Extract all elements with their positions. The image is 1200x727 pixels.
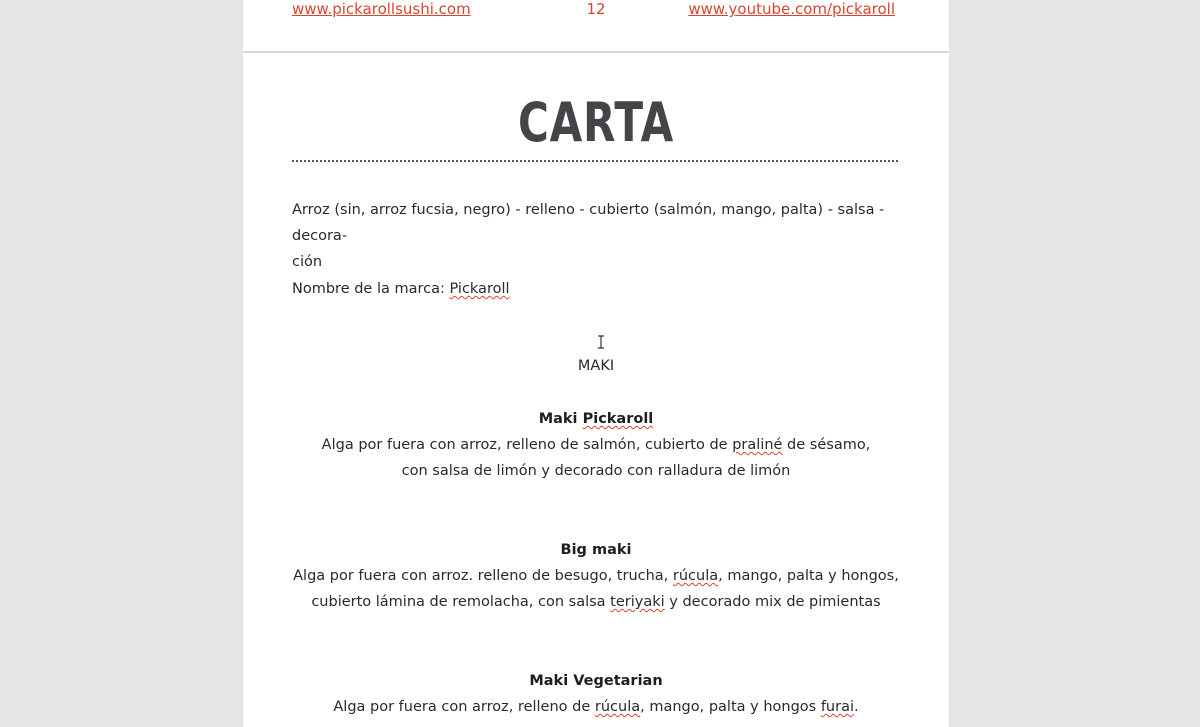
item-name-maki-vegetarian: Maki Vegetarian — [529, 673, 663, 689]
brand-name-misspelled: Pickaroll — [449, 281, 510, 297]
page-number: 12 — [586, 0, 606, 18]
previous-page — [243, 0, 949, 51]
section-heading-maki: MAKI — [577, 358, 615, 374]
text-cursor-icon — [596, 335, 606, 349]
description-text: , mango, palta y hongos — [640, 699, 821, 715]
item-description-line — [243, 589, 949, 615]
description-text: Alga por fuera con arroz. relleno de besugo, trucha, — [293, 568, 673, 584]
item-name-maki-pickaroll — [243, 406, 949, 432]
document-page[interactable] — [243, 53, 949, 727]
structure-text-continued: ción — [292, 254, 323, 270]
item-name-prefix: Maki — [538, 411, 583, 427]
description-text: . — [854, 699, 859, 715]
structure-paragraph[interactable] — [292, 197, 904, 275]
page-title: CARTA — [517, 91, 674, 154]
item-description-line — [243, 694, 949, 720]
structure-text: Arroz (sin, arroz fucsia, negro) - relleno - cubierto (salmón, mango, palta) - salsa - decora- — [292, 202, 885, 244]
dotted-divider — [292, 160, 898, 162]
description-text: Alga por fuera con arroz, relleno de — [333, 699, 595, 715]
brand-label: Nombre de la marca: — [292, 281, 450, 297]
website-link[interactable]: www.pickarollsushi.com — [292, 0, 471, 18]
description-misspelled: rúcula — [672, 568, 719, 584]
description-text: , mango, palta y hongos, — [718, 568, 899, 584]
description-misspelled: furai — [820, 699, 854, 715]
item-description-line — [243, 432, 949, 458]
youtube-link[interactable]: www.youtube.com/pickaroll — [688, 0, 895, 18]
description-misspelled: rúcula — [594, 699, 641, 715]
description-text: cubierto lámina de remolacha, con salsa — [311, 594, 611, 610]
item-description-line: con salsa de limón y decorado con ralladura de limón — [401, 463, 791, 479]
description-text: y decorado mix de pimientas — [664, 594, 881, 610]
item-name-misspelled: Pickaroll — [582, 411, 654, 427]
description-misspelled: praliné — [732, 437, 783, 453]
item-name-big-maki: Big maki — [560, 542, 632, 558]
item-description-line — [243, 563, 949, 589]
description-text: de sésamo, — [782, 437, 871, 453]
brand-paragraph[interactable] — [292, 276, 904, 302]
description-misspelled: teriyaki — [610, 594, 665, 610]
description-text: Alga por fuera con arroz, relleno de salmón, cubierto de — [321, 437, 733, 453]
